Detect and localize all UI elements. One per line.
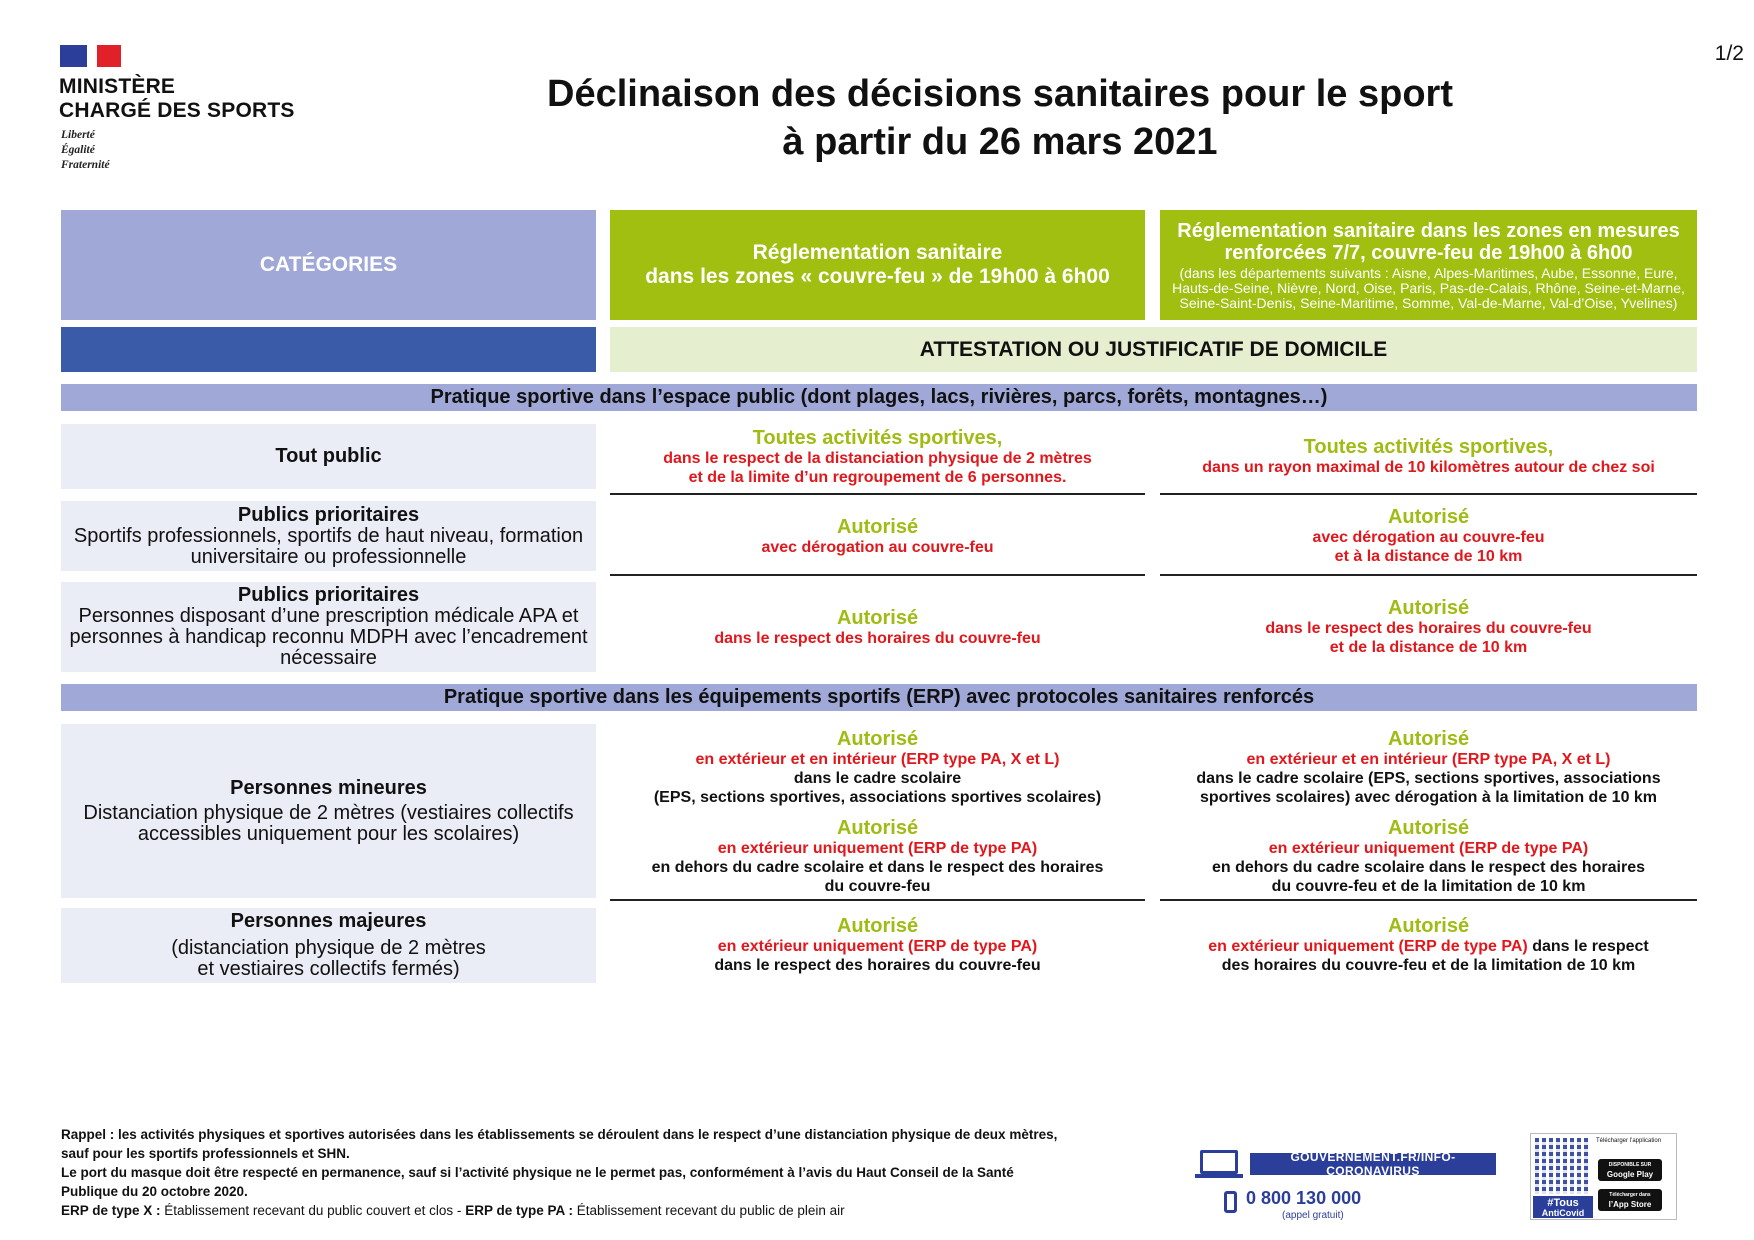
attestation-banner: ATTESTATION OU JUSTIFICATIF DE DOMICILE <box>610 327 1697 372</box>
laptop-base <box>1195 1174 1243 1178</box>
row-divider <box>610 574 1145 576</box>
row-divider <box>1160 493 1697 495</box>
ministry-name: MINISTÈRE CHARGÉ DES SPORTS <box>59 75 295 122</box>
row-label-personnes-majeures: Personnes majeures (distanciation physique de 2 mètres et vestiaires collectifs fermés) <box>61 908 596 983</box>
page-number: 1/2 <box>1714 42 1744 65</box>
majeures-reinforced-cell: Autorisé en extérieur uniquement (ERP de type PA) dans le respect des horaires du couvre-feu et de la limitation de 10 km <box>1208 915 1649 974</box>
curfew-zone-header: Réglementation sanitaire dans les zones « couvre-feu » de 19h00 à 6h00 <box>610 210 1145 320</box>
prioritaires1-reinforced-cell: Autorisé avec dérogation au couvre-feu et à la distance de 10 km <box>1312 506 1545 565</box>
categories-header: CATÉGORIES <box>61 210 596 320</box>
phone-subtitle: (appel gratuit) <box>1282 1210 1344 1221</box>
app-store-button[interactable]: Télécharger dans l’App Store <box>1598 1189 1662 1211</box>
prioritaires1-curfew-cell: Autorisé avec dérogation au couvre-feu <box>761 515 994 556</box>
gov-info-link[interactable]: GOUVERNEMENT.FR/INFO-CORONAVIRUS <box>1250 1153 1496 1175</box>
page-title: Déclinaison des décisions sanitaires pour le sport à partir du 26 mars 2021 <box>547 73 1453 163</box>
prioritaires2-curfew-cell: Autorisé dans le respect des horaires du couvre-feu <box>714 606 1041 647</box>
categories-blue-bar <box>61 327 596 372</box>
section-sports-facilities: Pratique sportive dans les équipements sportifs (ERP) avec protocoles sanitaires renforcés <box>61 684 1697 711</box>
tout-public-curfew-cell: Toutes activités sportives, dans le respect de la distanciation physique de 2 mètres et de la limite d’un regroupement de 6 personnes. <box>663 426 1092 486</box>
laptop-icon <box>1200 1150 1238 1174</box>
row-label-publics-prioritaires-2: Publics prioritaires Personnes disposant d’une prescription médicale APA et personnes à handicap reconnu MDPH avec l’encadrement nécessaire <box>61 582 596 672</box>
footer-notes: Rappel : les activités physiques et sportives autorisées dans les établissements se déroulent dans le respect d’une distanciation physique de deux mètres, sauf pour les sportifs professionnels et SHN. Le port du masque doit être respecté en permanence, sauf si l’activité physique ne le permet pas, conformément à l’avis du Haut Conseil de la Santé Publique du 20 octobre 2020. ERP de type X : Établissement recevant du public couvert et clos - ERP de type PA : Établissement recevant du public de plein air <box>61 1127 1058 1218</box>
row-label-publics-prioritaires-1: Publics prioritaires Sportifs professionnels, sportifs de haut niveau, formation universitaire ou professionnelle <box>61 501 596 571</box>
mineures-reinforced-school-cell: Autorisé en extérieur et en intérieur (ERP type PA, X et L) dans le cadre scolaire (EPS, sections sportives, associations sportives scolaires) avec dérogation à la limitation de 10 km <box>1196 727 1661 806</box>
row-divider <box>610 493 1145 495</box>
majeures-curfew-cell: Autorisé en extérieur uniquement (ERP de type PA) dans le respect des horaires du couvre-feu <box>714 915 1041 974</box>
download-app-label: Télécharger l’application <box>1596 1138 1662 1144</box>
section-public-space: Pratique sportive dans l’espace public (dont plages, lacs, rivières, parcs, forêts, montagnes…) <box>61 384 1697 411</box>
phone-icon <box>1224 1191 1237 1213</box>
tousanticovid-logo: #Tous AntiCovid <box>1533 1196 1593 1218</box>
row-divider <box>1160 899 1697 901</box>
row-divider <box>610 899 1145 901</box>
google-play-button[interactable]: DISPONIBLE SUR Google Play <box>1598 1159 1662 1181</box>
row-label-personnes-mineures: Personnes mineures Distanciation physique de 2 mètres (vestiaires collectifs accessibles uniquement pour les scolaires) <box>61 724 596 898</box>
tout-public-reinforced-cell: Toutes activités sportives, dans un rayon maximal de 10 kilomètres autour de chez soi <box>1202 436 1655 476</box>
reinforced-zone-header: Réglementation sanitaire dans les zones en mesures renforcées 7/7, couvre-feu de 19h00 à 6h00 (dans les départements suivants : Aisne, Alpes-Maritimes, Aube, Essonne, Eure, Hauts-de-Seine, Nièvre, Nord, Oise, Paris, Pas-de-Calais, Rhône, Seine-et-Marne, Seine-Saint-Denis, Seine-Maritime, Somme, Val-de-Marne, Val-d’Oise, Yvelines) <box>1160 210 1697 320</box>
mineures-curfew-school-cell: Autorisé en extérieur et en intérieur (ERP type PA, X et L) dans le cadre scolaire (EPS, sections sportives, associations sportives scolaires) <box>653 727 1102 806</box>
republic-motto: Liberté Égalité Fraternité <box>61 129 110 171</box>
mineures-reinforced-outside-school-cell: Autorisé en extérieur uniquement (ERP de type PA) en dehors du cadre scolaire dans le respect des horaires du couvre-feu et de la limitation de 10 km <box>1211 816 1646 895</box>
row-label-tout-public: Tout public <box>61 424 596 489</box>
phone-number[interactable]: 0 800 130 000 <box>1246 1188 1362 1208</box>
prioritaires2-reinforced-cell: Autorisé dans le respect des horaires du couvre-feu et de la distance de 10 km <box>1265 597 1592 656</box>
mineures-curfew-outside-school-cell: Autorisé en extérieur uniquement (ERP de type PA) en dehors du cadre scolaire et dans le respect des horaires du couvre-feu <box>651 816 1104 895</box>
qr-code-pattern <box>1535 1138 1591 1194</box>
row-divider <box>1160 574 1697 576</box>
marianne-logo <box>60 45 121 67</box>
